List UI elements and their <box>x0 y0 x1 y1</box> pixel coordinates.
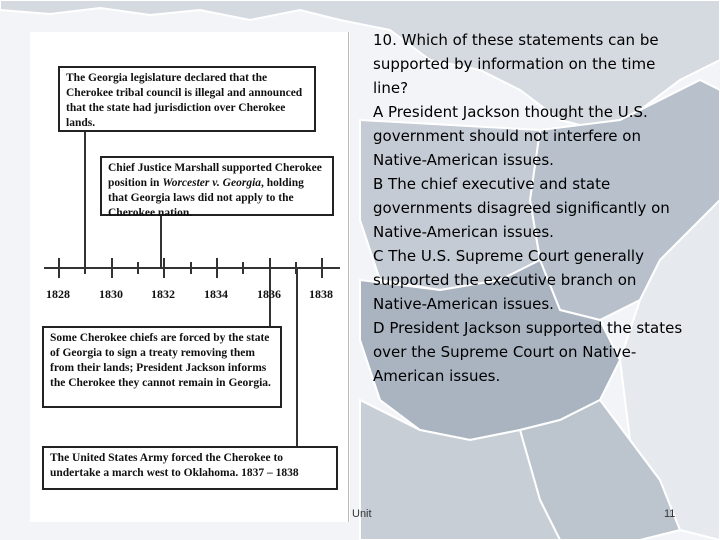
answer-option-a: A President Jackson thought the U.S. government should not interfere on Native-American issues. <box>373 103 648 169</box>
page-number: 11 <box>664 508 676 520</box>
timeline-tick <box>137 262 139 274</box>
timeline-tick <box>242 262 244 274</box>
event-text: The United States Army forced the Cherokee to undertake a march west to Oklahoma. 1837 – 1838 <box>50 452 299 479</box>
timeline-event-box-4 <box>42 446 338 490</box>
timeline-tick <box>295 262 297 274</box>
timeline-tick <box>84 262 86 274</box>
connector-event-1 <box>84 131 86 268</box>
year-label: 1828 <box>46 287 70 301</box>
court-case-name: Worcester v. Georgia <box>162 177 262 189</box>
year-label: 1830 <box>99 287 123 301</box>
answer-option-c: C The U.S. Supreme Court generally supported the executive branch on Native-American issues. <box>373 247 644 313</box>
timeline-event-box-1 <box>58 66 316 132</box>
event-text: Some Cherokee chiefs are forced by the state of Georgia to sign a treaty removing them from their lands; President Jackson informs the Cherokee they cannot remain in Georgia. <box>50 332 271 389</box>
connector-event-4 <box>296 268 298 446</box>
year-label: 1838 <box>309 287 333 301</box>
timeline-event-box-3 <box>42 326 282 408</box>
timeline-tick <box>163 258 165 278</box>
timeline-tick <box>111 258 113 278</box>
timeline-tick <box>58 258 60 278</box>
timeline-tick <box>216 258 218 278</box>
panel-divider <box>348 32 349 522</box>
timeline-tick <box>190 262 192 274</box>
year-label: 1832 <box>151 287 175 301</box>
answer-option-d: D President Jackson supported the states over the Supreme Court on Native-American issues. <box>373 319 683 385</box>
footer-unit-label: Unit <box>352 508 372 520</box>
year-label: 1834 <box>204 287 228 301</box>
event-text: Chief Justice Marshall supported Cherokee position in <box>108 162 322 189</box>
timeline-tick <box>321 258 323 278</box>
event-text: The Georgia legislature declared that the Cherokee tribal council is illegal and announced that the state had jurisdiction over Cherokee lands. <box>66 72 303 129</box>
connector-event-2 <box>160 215 162 268</box>
event-text: , holding that Georgia laws did not apply to the Cherokee nation. <box>108 177 304 219</box>
question-stem: 10. Which of these statements can be supported by information on the time line? <box>373 31 659 97</box>
question-block <box>373 28 693 388</box>
answer-option-b: B The chief executive and state governments disagreed significantly on Native-American issues. <box>373 175 670 241</box>
timeline-event-box-2 <box>100 156 334 219</box>
timeline-tick <box>269 258 271 278</box>
year-label: 1836 <box>257 287 281 301</box>
